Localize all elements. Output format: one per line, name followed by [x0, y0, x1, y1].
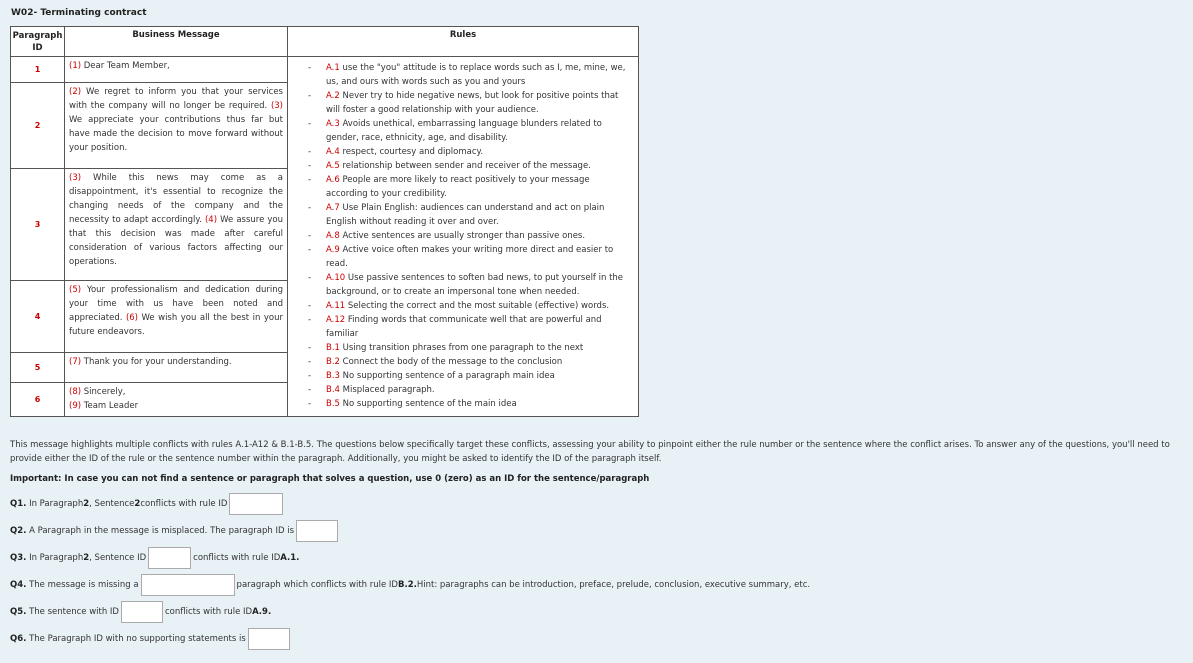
q4-answer-input[interactable] — [141, 574, 235, 596]
sentence-number: (9) — [69, 401, 84, 411]
rule-id: B.2 — [326, 357, 340, 367]
rule-id: A.11 — [326, 301, 346, 311]
q3-number: Q3. — [10, 553, 27, 563]
rule-id: A.6 — [326, 175, 340, 185]
rule-id: B.1 — [326, 343, 340, 353]
sentence-number: (3) — [69, 173, 94, 183]
rule-item — [306, 145, 632, 159]
q6-answer-input[interactable] — [248, 628, 290, 650]
contract-table — [10, 26, 639, 417]
rule-item — [306, 271, 632, 299]
q2-text: A Paragraph in the message is misplaced. The paragraph ID is — [29, 526, 295, 536]
rule-id: B.5 — [326, 399, 340, 409]
q4-hint: Hint: paragraphs can be introduction, preface, prelude, conclusion, executive summary, etc. — [416, 580, 811, 590]
table-row — [11, 57, 639, 83]
rule-item — [306, 383, 632, 397]
q5-rule: A.9. — [252, 607, 272, 617]
q4-rule: B.2. — [397, 580, 417, 590]
question-5 — [10, 600, 271, 624]
rule-text: People are more likely to react positively to your message according to your credibility. — [326, 175, 590, 199]
q2-answer-input[interactable] — [296, 520, 338, 542]
rule-id: A.1 — [326, 63, 340, 73]
q4-number: Q4. — [10, 580, 27, 590]
rule-text: Avoids unethical, embarrassing language blunders related to gender, race, ethnicity, age, and disability. — [326, 119, 602, 143]
q1-number: Q1. — [10, 499, 27, 509]
rule-text: respect, courtesy and diplomacy. — [339, 147, 484, 157]
rule-id: A.3 — [326, 119, 340, 129]
q3-answer-input[interactable] — [148, 547, 191, 569]
rule-item — [306, 201, 632, 229]
paragraph-id: 2 — [11, 83, 65, 169]
rule-item — [306, 341, 632, 355]
message-cell — [65, 281, 288, 353]
rule-item — [306, 369, 632, 383]
rule-item — [306, 313, 632, 341]
q1-text: In Paragraph — [29, 499, 84, 509]
rule-id: A.12 — [326, 315, 346, 325]
q1-answer-input[interactable] — [229, 493, 283, 515]
sentence-text: We wish you all the best in your future endeavors. — [69, 313, 283, 337]
rules-cell — [288, 57, 639, 417]
q1-text: , Sentence — [89, 499, 135, 509]
sentence-number: (8) — [69, 387, 84, 397]
sentence-number: (6) — [125, 313, 142, 323]
paragraph-id: 6 — [11, 383, 65, 417]
rule-id: A.4 — [326, 147, 340, 157]
rule-text: No supporting sentence of a paragraph main idea — [339, 371, 555, 381]
q2-number: Q2. — [10, 526, 27, 536]
q3-rule: A.1. — [280, 553, 300, 563]
rule-item — [306, 159, 632, 173]
rule-item — [306, 229, 632, 243]
rule-text: Active sentences are usually stronger than passive ones. — [339, 231, 586, 241]
rule-id: A.7 — [326, 203, 340, 213]
sentence-text: We assure you that this decision was made after careful consideration of various factors affecting our operations. — [69, 215, 283, 267]
q3-text: In Paragraph — [29, 553, 84, 563]
sentence-text: Dear Team Member, — [83, 61, 170, 71]
rule-text: Active voice often makes your writing more direct and easier to read. — [326, 245, 614, 269]
paragraph-id: 5 — [11, 353, 65, 383]
paragraph-id: 3 — [11, 169, 65, 281]
page-title: W02- Terminating contract — [11, 8, 147, 18]
sentence-text: Thank you for your understanding. — [83, 357, 232, 367]
question-1 — [10, 492, 285, 516]
q6-number: Q6. — [10, 634, 27, 644]
q1-paragraph: 2 — [83, 499, 90, 509]
q5-text: The sentence with ID — [29, 607, 119, 617]
rule-id: B.3 — [326, 371, 340, 381]
rule-text: Use Plain English: audiences can understand and act on plain English without reading it over and over. — [326, 203, 605, 227]
q6-text: The Paragraph ID with no supporting statements is — [29, 634, 246, 644]
rule-item — [306, 397, 632, 411]
rule-text: Using transition phrases from one paragraph to the next — [339, 343, 584, 353]
q3-paragraph: 2 — [83, 553, 90, 563]
table-header-row — [11, 27, 639, 57]
question-4 — [10, 573, 810, 597]
rule-item — [306, 89, 632, 117]
message-cell — [65, 83, 288, 169]
question-3 — [10, 546, 299, 570]
q4-text: The message is missing a — [29, 580, 139, 590]
rule-text: Finding words that communicate well that are powerful and familiar — [326, 315, 602, 339]
header-rules: Rules — [288, 27, 639, 57]
rule-item — [306, 243, 632, 271]
sentence-text: Sincerely, — [83, 387, 126, 397]
sentence-number: (4) — [204, 215, 221, 225]
rule-id: A.2 — [326, 91, 340, 101]
paragraph-id: 4 — [11, 281, 65, 353]
q3-text: conflicts with rule ID — [193, 553, 281, 563]
rule-text: Never try to hide negative news, but look for positive points that will foster a good relationship with your audience. — [326, 91, 619, 115]
q1-sentence: 2 — [134, 499, 141, 509]
rule-item — [306, 355, 632, 369]
sentence-number: (1) — [69, 61, 84, 71]
q5-answer-input[interactable] — [121, 601, 163, 623]
rule-item — [306, 299, 632, 313]
rule-text: Use passive sentences to soften bad news, to put yourself in the background, or to create an impersonal tone when needed. — [326, 273, 624, 297]
header-business-message: Business Message — [65, 27, 288, 57]
rule-text: relationship between sender and receiver of the message. — [339, 161, 591, 171]
rule-id: A.5 — [326, 161, 340, 171]
rule-id: A.8 — [326, 231, 340, 241]
q4-text: paragraph which conflicts with rule ID — [236, 580, 398, 590]
sentence-number: (3) — [270, 101, 283, 111]
question-6 — [10, 627, 292, 651]
rule-id: A.9 — [326, 245, 340, 255]
paragraph-id: 1 — [11, 57, 65, 83]
rules-list — [306, 61, 632, 411]
sentence-number: (7) — [69, 357, 84, 367]
header-paragraph-id: Paragraph ID — [11, 27, 65, 57]
sentence-number: (2) — [69, 87, 87, 97]
message-cell — [65, 353, 288, 383]
sentence-text: Team Leader — [83, 401, 139, 411]
sentence-text: While this news may come as a disappointment, it's essential to recognize the changing needs of the company and the necessity to adapt accordingly. — [69, 173, 283, 225]
q5-number: Q5. — [10, 607, 27, 617]
rule-item — [306, 61, 632, 89]
sentence-text: We regret to inform you that your services with the company will no longer be required. — [69, 87, 283, 111]
instructions-paragraph: This message highlights multiple conflicts with rules A.1-A12 & B.1-B.5. The questions below specifically target these conflicts, assessing your ability to pinpoint either the rule number or the sentence where the conflict arises. To answer any of the questions, you'll need to provide either the ID of the rule or the sentence number within the paragraph. Additionally, you might be asked to identify the ID of the paragraph itself. — [10, 440, 1170, 464]
q5-text: conflicts with rule ID — [164, 607, 253, 617]
rule-item — [306, 173, 632, 201]
q1-text: conflicts with rule ID — [140, 499, 228, 509]
rule-id: B.4 — [326, 385, 340, 395]
rule-text: No supporting sentence of the main idea — [339, 399, 517, 409]
rule-text: Connect the body of the message to the conclusion — [339, 357, 563, 367]
sentence-text: Your professionalism and dedication during your time with us have been noted and appreciated. — [69, 285, 283, 323]
sentence-number: (5) — [69, 285, 87, 295]
message-cell — [65, 383, 288, 417]
q3-text: , Sentence ID — [89, 553, 147, 563]
rule-text: use the "you" attitude is to replace words such as I, me, mine, we, us, and ours with words such as you and yours — [326, 63, 626, 87]
rule-text: Misplaced paragraph. — [339, 385, 435, 395]
sentence-text: We appreciate your contributions thus far but have made the decision to move forward without your position. — [69, 115, 283, 153]
message-cell — [65, 57, 288, 83]
question-2 — [10, 519, 340, 543]
rule-text: Selecting the correct and the most suitable (effective) words. — [345, 301, 610, 311]
message-cell — [65, 169, 288, 281]
rule-id: A.10 — [326, 273, 346, 283]
important-note: Important: In case you can not find a sentence or paragraph that solves a question, use 0 (zero) as an ID for the sentence/paragraph — [10, 474, 650, 484]
rule-item — [306, 117, 632, 145]
